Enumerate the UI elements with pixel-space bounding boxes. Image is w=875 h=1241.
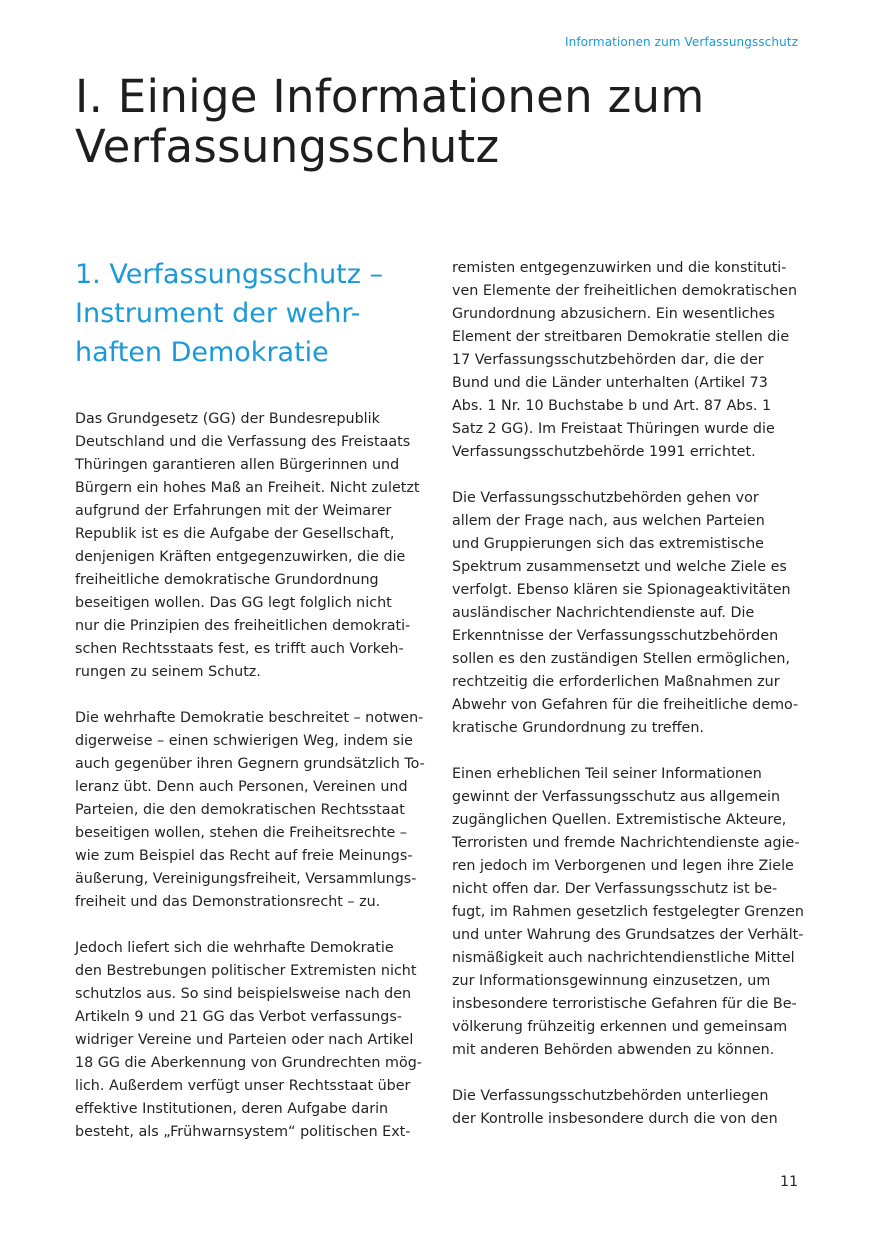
text-line: Bund und die Länder unterhalten (Artikel 73 xyxy=(452,375,768,391)
text-line: beseitigen wollen. Das GG legt folglich nicht xyxy=(75,595,392,611)
text-line: remisten entgegenzuwirken und die konstituti- xyxy=(452,260,787,276)
text-line: Die Verfassungsschutzbehörden gehen vor xyxy=(452,490,759,506)
text-line: Parteien, die den demokratischen Rechtsstaat xyxy=(75,802,405,818)
text-line: Thüringen garantieren allen Bürgerinnen und xyxy=(75,457,400,473)
text-line: völkerung frühzeitig erkennen und gemeinsam xyxy=(452,1019,788,1035)
text-line: den Bestrebungen politischer Extremisten nicht xyxy=(75,963,417,979)
section-title xyxy=(75,255,430,372)
text-line: Satz 2 GG). Im Freistaat Thüringen wurde die xyxy=(452,421,775,437)
right-paragraphs xyxy=(452,257,802,1131)
text-line: verfolgt. Ebenso klären sie Spionageaktivitäten xyxy=(452,582,791,598)
text-line: kratische Grundordnung zu treffen. xyxy=(452,720,704,736)
chapter-title xyxy=(75,72,815,172)
text-line: und Gruppierungen sich das extremistische xyxy=(452,536,764,552)
page-number: 11 xyxy=(780,1174,798,1190)
text-line: wie zum Beispiel das Recht auf freie Meinungs- xyxy=(75,848,413,864)
running-header: Informationen zum Verfassungsschutz xyxy=(565,35,798,49)
paragraph xyxy=(452,487,802,740)
text-line: Das Grundgesetz (GG) der Bundesrepublik xyxy=(75,411,380,427)
text-line: sollen es den zuständigen Stellen ermöglichen, xyxy=(452,651,791,667)
text-line: nicht offen dar. Der Verfassungsschutz ist be- xyxy=(452,881,778,897)
text-line: mit anderen Behörden abwenden zu können. xyxy=(452,1042,775,1058)
chapter-title-line: Verfassungsschutz xyxy=(75,120,500,173)
paragraph xyxy=(75,707,430,914)
text-line: besteht, als „Frühwarnsystem“ politischen Ext- xyxy=(75,1124,411,1140)
text-line: digerweise – einen schwierigen Weg, indem sie xyxy=(75,733,413,749)
text-line: beseitigen wollen, stehen die Freiheitsrechte – xyxy=(75,825,407,841)
paragraph xyxy=(75,937,430,1144)
text-line: der Kontrolle insbesondere durch die von den xyxy=(452,1111,778,1127)
text-line: schutzlos aus. So sind beispielsweise nach den xyxy=(75,986,412,1002)
paragraph xyxy=(452,257,802,464)
text-line: äußerung, Vereinigungsfreiheit, Versammlungs- xyxy=(75,871,417,887)
paragraph xyxy=(452,1085,802,1131)
text-line: ven Elemente der freiheitlichen demokratischen xyxy=(452,283,798,299)
text-line: 18 GG die Aberkennung von Grundrechten mög- xyxy=(75,1055,422,1071)
right-column xyxy=(452,257,802,1154)
section-title-line: 1. Verfassungsschutz – xyxy=(75,259,384,290)
text-line: Verfassungsschutzbehörde 1991 errichtet. xyxy=(452,444,756,460)
text-line: Republik ist es die Aufgabe der Gesellschaft, xyxy=(75,526,395,542)
text-line: Die Verfassungsschutzbehörden unterliegen xyxy=(452,1088,769,1104)
text-line: widriger Vereine und Parteien oder nach Artikel xyxy=(75,1032,414,1048)
paragraph xyxy=(75,408,430,684)
text-line: Element der streitbaren Demokratie stellen die xyxy=(452,329,790,345)
text-line: freiheitliche demokratische Grundordnung xyxy=(75,572,379,588)
chapter-title-line: I. Einige Informationen zum xyxy=(75,70,705,123)
text-line: effektive Institutionen, deren Aufgabe darin xyxy=(75,1101,389,1117)
text-line: gewinnt der Verfassungsschutz aus allgemein xyxy=(452,789,781,805)
left-paragraphs xyxy=(75,408,430,1144)
text-line: rechtzeitig die erforderlichen Maßnahmen zur xyxy=(452,674,780,690)
text-line: allem der Frage nach, aus welchen Parteien xyxy=(452,513,765,529)
text-line: nur die Prinzipien des freiheitlichen demokrati- xyxy=(75,618,411,634)
text-line: lich. Außerdem verfügt unser Rechtsstaat über xyxy=(75,1078,411,1094)
text-line: und unter Wahrung des Grundsatzes der Verhält- xyxy=(452,927,804,943)
paragraph xyxy=(452,763,802,1062)
text-line: freiheit und das Demonstrationsrecht – zu. xyxy=(75,894,381,910)
text-line: Deutschland und die Verfassung des Freistaats xyxy=(75,434,411,450)
text-line: zur Informationsgewinnung einzusetzen, um xyxy=(452,973,771,989)
text-line: Abwehr von Gefahren für die freiheitliche demo- xyxy=(452,697,799,713)
text-line: Erkenntnisse der Verfassungsschutzbehörden xyxy=(452,628,779,644)
text-line: Spektrum zusammensetzt und welche Ziele es xyxy=(452,559,787,575)
section-title-line: haften Demokratie xyxy=(75,337,329,368)
text-line: Einen erheblichen Teil seiner Informationen xyxy=(452,766,762,782)
text-line: 17 Verfassungsschutzbehörden dar, die der xyxy=(452,352,764,368)
text-line: aufgrund der Erfahrungen mit der Weimarer xyxy=(75,503,392,519)
text-line: Artikeln 9 und 21 GG das Verbot verfassungs- xyxy=(75,1009,402,1025)
text-line: zugänglichen Quellen. Extremistische Akteure, xyxy=(452,812,787,828)
text-line: nismäßigkeit auch nachrichtendienstliche Mittel xyxy=(452,950,795,966)
text-line: Bürgern ein hohes Maß an Freiheit. Nicht zuletzt xyxy=(75,480,420,496)
left-column xyxy=(75,255,430,1167)
text-line: rungen zu seinem Schutz. xyxy=(75,664,261,680)
text-line: Jedoch liefert sich die wehrhafte Demokratie xyxy=(75,940,394,956)
text-line: fugt, im Rahmen gesetzlich festgelegter Grenzen xyxy=(452,904,804,920)
text-line: Terroristen und fremde Nachrichtendienste agie- xyxy=(452,835,800,851)
text-line: Grundordnung abzusichern. Ein wesentliches xyxy=(452,306,775,322)
text-line: Abs. 1 Nr. 10 Buchstabe b und Art. 87 Abs. 1 xyxy=(452,398,772,414)
text-line: leranz übt. Denn auch Personen, Vereinen und xyxy=(75,779,408,795)
text-line: schen Rechtsstaats fest, es trifft auch Vorkeh- xyxy=(75,641,404,657)
text-line: Die wehrhafte Demokratie beschreitet – notwen- xyxy=(75,710,424,726)
text-line: auch gegenüber ihren Gegnern grundsätzlich To- xyxy=(75,756,425,772)
text-line: ausländischer Nachrichtendienste auf. Die xyxy=(452,605,755,621)
text-line: ren jedoch im Verborgenen und legen ihre Ziele xyxy=(452,858,794,874)
section-title-line: Instrument der wehr- xyxy=(75,298,361,329)
text-line: insbesondere terroristische Gefahren für die Be- xyxy=(452,996,797,1012)
text-line: denjenigen Kräften entgegenzuwirken, die die xyxy=(75,549,406,565)
